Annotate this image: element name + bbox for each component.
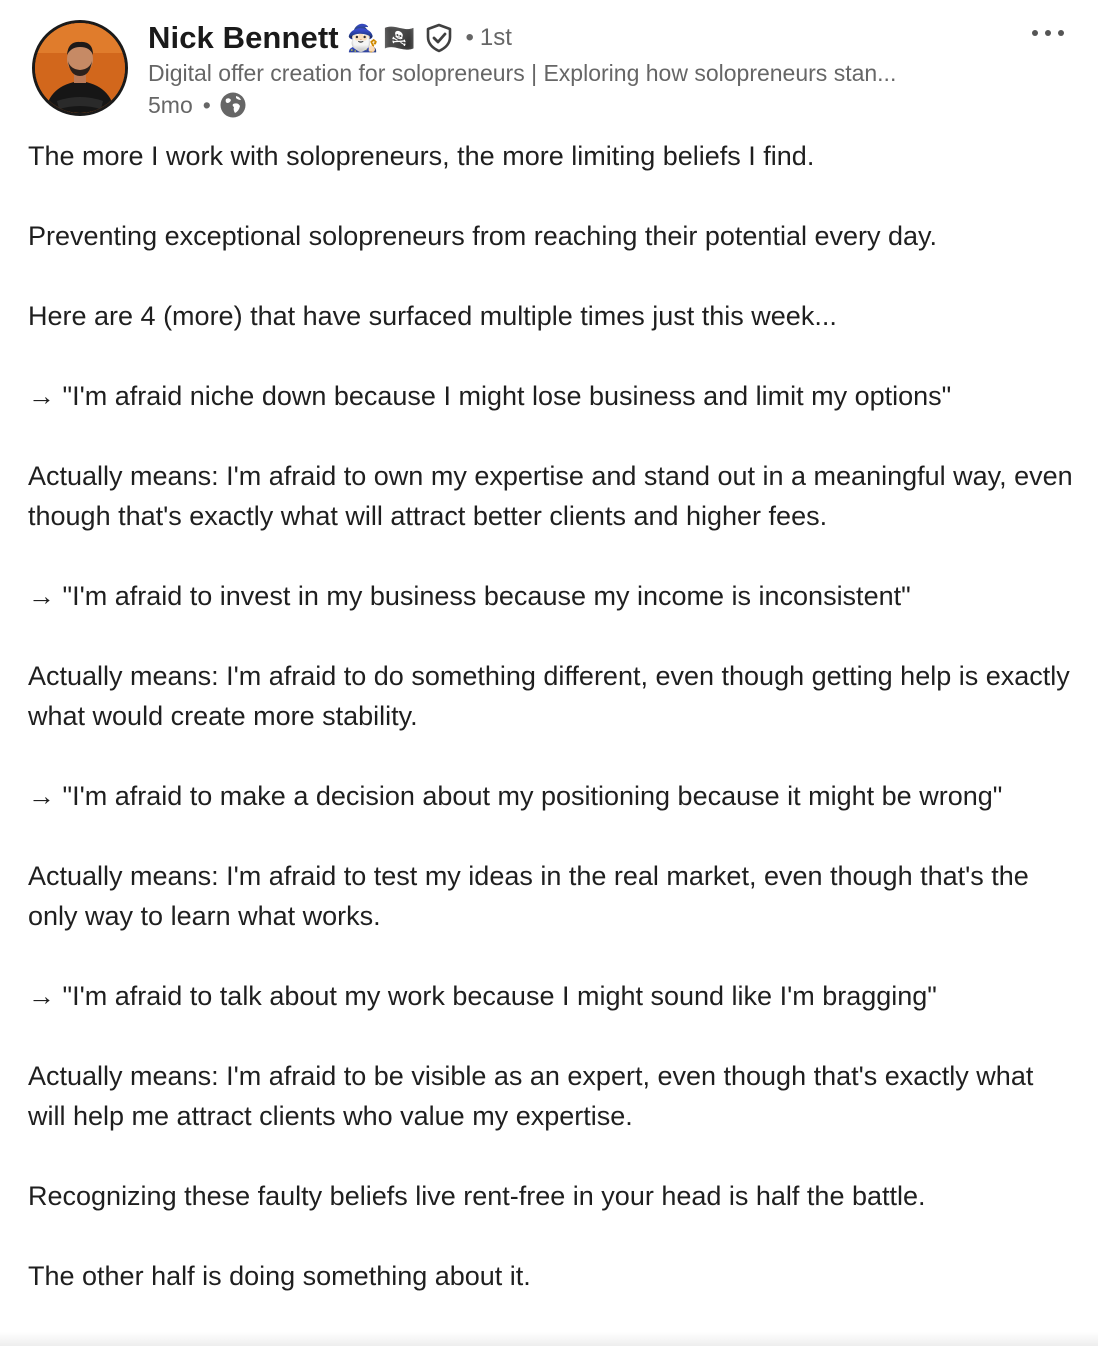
- post-time[interactable]: 5mo: [148, 91, 193, 118]
- author-name[interactable]: Nick Bennett: [148, 20, 339, 55]
- author-badges: [347, 23, 454, 53]
- post-paragraph: Here are 4 (more) that have surfaced multiple times just this week...: [28, 301, 837, 331]
- avatar-photo: [35, 23, 125, 113]
- post-paragraph: → "I'm afraid niche down because I might lose business and limit my options": [28, 381, 952, 411]
- globe-icon: [219, 91, 247, 119]
- separator-dot: •: [465, 24, 474, 51]
- degree-label: 1st: [479, 24, 512, 51]
- bottom-fade: [0, 1332, 1098, 1346]
- wizard-emoji-icon: 🧙🏻‍♂️: [346, 23, 380, 53]
- post-paragraph: Actually means: I'm afraid to test my ideas in the real market, even though that's the only way to learn what works.: [28, 861, 1029, 931]
- post-body: [28, 136, 1078, 1296]
- pirate-flag-emoji-icon: 🏴‍☠️: [383, 23, 416, 53]
- post-paragraph: Actually means: I'm afraid to be visible as an expert, even though that's exactly what will help me attract clients who value my expertise.: [28, 1061, 1034, 1131]
- post-paragraph: Recognizing these faulty beliefs live rent-free in your head is half the battle.: [28, 1181, 926, 1211]
- separator-dot: •: [202, 91, 211, 118]
- author-avatar[interactable]: [32, 20, 128, 116]
- post-paragraph: The more I work with solopreneurs, the more limiting beliefs I find.: [28, 141, 815, 171]
- post-paragraph: Actually means: I'm afraid to own my expertise and stand out in a meaningful way, even though that's exactly what will attract better clients and higher fees.: [28, 461, 1073, 531]
- more-options-button[interactable]: [1028, 18, 1068, 48]
- author-info: [148, 18, 988, 122]
- post-paragraph: Preventing exceptional solopreneurs from reaching their potential every day.: [28, 221, 938, 251]
- post-paragraph: → "I'm afraid to invest in my business because my income is inconsistent": [28, 581, 911, 611]
- author-name-row: [148, 18, 988, 58]
- connection-degree: [465, 24, 511, 52]
- post-paragraph: Actually means: I'm afraid to do something different, even though getting help is exactly what would create more stability.: [28, 661, 1070, 731]
- shield-check-icon: [425, 23, 453, 53]
- post-paragraph: The other half is doing something about it.: [28, 1261, 531, 1291]
- post-paragraph: → "I'm afraid to make a decision about my positioning because it might be wrong": [28, 781, 1003, 811]
- post-paragraph: → "I'm afraid to talk about my work because I might sound like I'm bragging": [28, 981, 937, 1011]
- ellipsis-icon: [1031, 29, 1065, 37]
- author-headline: Digital offer creation for solopreneurs | Exploring how solopreneurs stan...: [148, 60, 897, 86]
- post-meta: [148, 88, 988, 122]
